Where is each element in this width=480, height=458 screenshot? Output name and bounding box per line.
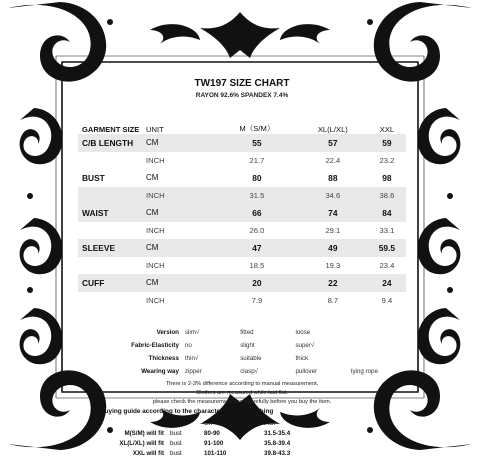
value-cell: 7.9 bbox=[251, 295, 263, 305]
table-row bbox=[78, 169, 406, 187]
value-cell: 88 bbox=[328, 172, 338, 183]
value-cell: 9.4 bbox=[381, 295, 393, 305]
unit-cell: INCH bbox=[146, 260, 165, 270]
attribute-option: thin√ bbox=[184, 355, 199, 362]
value-cell: 21.7 bbox=[249, 155, 265, 165]
attribute-option bbox=[351, 339, 406, 352]
value-cell: 24 bbox=[368, 274, 406, 292]
attribute-option: zipper bbox=[184, 368, 202, 375]
attribute-option: pullover bbox=[295, 368, 318, 375]
unit-cell: CM bbox=[142, 204, 216, 222]
table-row bbox=[78, 239, 406, 257]
table-row bbox=[78, 204, 406, 222]
guide-label: XXL will fit bbox=[132, 449, 164, 457]
attribute-option bbox=[351, 326, 406, 339]
guide-cm: 91-100 bbox=[204, 439, 224, 447]
attribute-option: fitted bbox=[240, 329, 254, 336]
attribute-option: loose bbox=[295, 329, 311, 336]
value-cell: 29.1 bbox=[325, 225, 341, 235]
value-cell: 80 bbox=[252, 172, 262, 183]
attribute-row bbox=[78, 365, 406, 378]
size-table-header bbox=[78, 108, 406, 134]
value-cell: 18.5 bbox=[249, 260, 265, 270]
note-line: There is 2-3% difference according to manual measurement. bbox=[165, 381, 319, 387]
value-cell: 19.3 bbox=[325, 260, 341, 270]
value-cell: 98 bbox=[382, 172, 392, 183]
unit-cell: CM bbox=[142, 274, 216, 292]
unit-cell: INCH bbox=[146, 225, 165, 235]
header-size-xxl: XXL bbox=[379, 125, 395, 134]
value-cell: 59.5 bbox=[368, 239, 406, 257]
size-table bbox=[78, 108, 406, 309]
unit-cell: CM bbox=[142, 239, 216, 257]
attribute-label: Wearing way bbox=[141, 368, 179, 375]
guide-unit: bust bbox=[170, 449, 182, 457]
measure-name: WAIST bbox=[78, 204, 142, 222]
guide-unit: bust bbox=[170, 439, 182, 447]
table-row bbox=[78, 274, 406, 292]
value-cell: 59 bbox=[368, 134, 406, 152]
header-garment-size: GARMENT SIZE bbox=[82, 125, 140, 134]
unit-cell: INCH bbox=[142, 187, 216, 205]
value-cell: 23.2 bbox=[379, 155, 395, 165]
header-unit: UNIT bbox=[146, 125, 164, 134]
value-cell: 38.6 bbox=[368, 187, 406, 205]
table-row bbox=[78, 292, 406, 310]
guide-row bbox=[78, 428, 406, 438]
measure-name: BUST bbox=[82, 172, 105, 183]
attribute-row bbox=[78, 339, 406, 352]
attribute-label: Fabric-Elasticity bbox=[131, 342, 179, 349]
value-cell: 57 bbox=[298, 134, 368, 152]
value-cell: 66 bbox=[216, 204, 298, 222]
attribute-option: thick bbox=[295, 355, 309, 362]
guide-cm: 101-110 bbox=[204, 449, 227, 457]
attribute-table bbox=[78, 326, 406, 378]
table-row bbox=[78, 134, 406, 152]
value-cell: 20 bbox=[216, 274, 298, 292]
attribute-option: clasp√ bbox=[240, 368, 259, 375]
note-line: Clothes are measured while laid flat. bbox=[196, 390, 288, 396]
unit-cell: INCH bbox=[146, 155, 165, 165]
value-cell: 22.4 bbox=[325, 155, 341, 165]
attribute-label: Version bbox=[156, 329, 179, 336]
value-cell: 8.7 bbox=[327, 295, 339, 305]
guide-cm: 80-90 bbox=[204, 429, 220, 437]
value-cell: 26.0 bbox=[249, 225, 265, 235]
value-cell: 23.4 bbox=[379, 260, 395, 270]
value-cell: 22 bbox=[298, 274, 368, 292]
table-row bbox=[78, 257, 406, 275]
table-row bbox=[78, 222, 406, 240]
value-cell: 49 bbox=[298, 239, 368, 257]
note-line: please check the measurement chart carefully before you buy the item. bbox=[152, 399, 332, 405]
guide-row bbox=[78, 438, 406, 448]
attribute-row bbox=[78, 326, 406, 339]
buying-guide-table bbox=[78, 418, 406, 458]
attribute-option: slim√ bbox=[184, 329, 200, 336]
unit-cell: INCH bbox=[146, 295, 165, 305]
value-cell: 74 bbox=[298, 204, 368, 222]
table-row bbox=[78, 152, 406, 170]
header-size-xl: XL(L/XL) bbox=[317, 125, 348, 134]
attribute-row bbox=[78, 352, 406, 365]
value-cell: 33.1 bbox=[379, 225, 395, 235]
guide-inch: 39.8-43.3 bbox=[264, 449, 291, 457]
attribute-option: tying rope bbox=[350, 368, 378, 375]
guide-unit: bust bbox=[170, 429, 182, 437]
guide-col-cm: cm bbox=[204, 419, 213, 427]
measure-name: CUFF bbox=[78, 274, 142, 292]
guide-row bbox=[78, 448, 406, 458]
attribute-option bbox=[351, 352, 406, 365]
table-row bbox=[78, 187, 406, 205]
guide-label: M(S/M) will fit bbox=[124, 429, 164, 437]
value-cell: 34.6 bbox=[298, 187, 368, 205]
header-size-m: M（S/M） bbox=[239, 124, 275, 133]
value-cell: 31.5 bbox=[216, 187, 298, 205]
value-cell: 47 bbox=[216, 239, 298, 257]
unit-cell: CM bbox=[142, 134, 216, 152]
guide-inch: 35.8-39.4 bbox=[264, 439, 291, 447]
value-cell: 55 bbox=[216, 134, 298, 152]
guide-header-row bbox=[78, 418, 406, 428]
measurement-notes bbox=[78, 380, 406, 407]
attribute-option: no bbox=[184, 342, 192, 349]
attribute-label: Thickness bbox=[148, 355, 179, 362]
guide-label: XL(L/XL) will fit bbox=[119, 439, 164, 447]
measure-name: SLEEVE bbox=[78, 239, 142, 257]
value-cell: 84 bbox=[368, 204, 406, 222]
unit-cell: CM bbox=[146, 173, 159, 183]
guide-inch: 31.5-35.4 bbox=[264, 429, 291, 437]
chart-title: TW197 SIZE CHART bbox=[194, 78, 290, 89]
attribute-option: suitable bbox=[240, 355, 262, 362]
attribute-option: slight bbox=[240, 342, 255, 349]
fabric-composition: RAYON 92.6% SPANDEX 7.4% bbox=[195, 92, 289, 99]
attribute-option: super√ bbox=[295, 342, 315, 349]
measure-name: C/B LENGTH bbox=[78, 134, 142, 152]
buying-guide-title: Buying guide according to the characteristics of clothing bbox=[100, 408, 274, 415]
guide-col-inch: inch bbox=[264, 419, 276, 427]
